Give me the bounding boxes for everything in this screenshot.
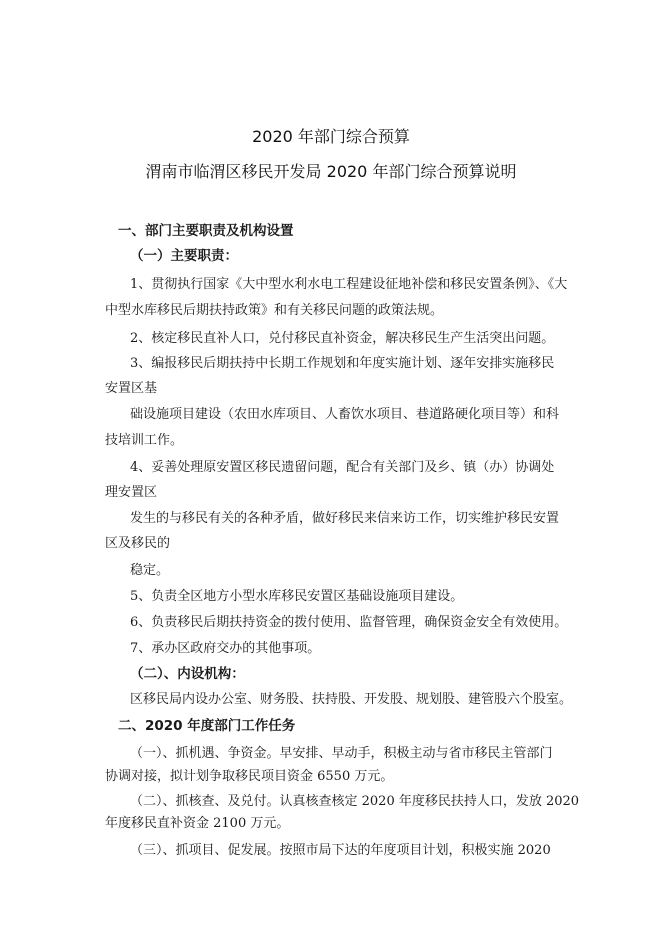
task-2-line-2: 年度移民直补资金 2100 万元。 xyxy=(105,816,290,831)
duty-5: 5、负责全区地方小型水库移民安置区基础设施项目建设。 xyxy=(130,589,464,604)
duty-4-line-4: 区及移民的 xyxy=(105,536,171,551)
task-3-line-1: （三）、抓项目、促发展。按照市局下达的年度项目计划，积极实施 2020 xyxy=(130,843,551,858)
task-2-line-1: （二）、抓核查、及兑付。认真核查核定 2020 年度移民扶持人口，发放 2020 xyxy=(130,794,580,809)
task-1-line-1: （一）、抓机遇、争资金。早安排、早动手，积极主动与省市移民主管部门 xyxy=(130,746,553,761)
duty-3-line-3: 础设施项目建设（农田水库项目、人畜饮水项目、巷道路硬化项目等）和科 xyxy=(130,407,560,422)
duty-4-line-5: 稳定。 xyxy=(130,563,170,578)
duty-3-line-4: 技培训工作。 xyxy=(105,433,184,448)
duty-3-line-1: 3、编报移民后期扶持中长期工作规划和年度实施计划、逐年安排实施移民 xyxy=(130,356,555,371)
duty-4-line-1: 4、妥善处理原安置区移民遗留问题，配合有关部门及乡、镇（办）协调处 xyxy=(130,460,555,475)
duty-4-line-2: 理安置区 xyxy=(105,485,158,500)
duty-2: 2、核定移民直补人口，兑付移民直补资金，解决移民生产生活突出问题。 xyxy=(130,331,555,346)
internal-units: 区移民局内设办公室、财务股、扶持股、开发股、规划股、建管股六个股室。 xyxy=(130,692,573,707)
duty-7: 7、承办区政府交办的其他事项。 xyxy=(130,641,321,656)
duty-1-line-1: 1、贯彻执行国家《大中型水利水电工程建设征地补偿和移民安置条例》、《大 xyxy=(130,277,568,292)
section-heading-1: 一、部门主要职责及机构设置 xyxy=(118,223,294,239)
duty-4-line-3: 发生的与移民有关的各种矛盾，做好移民来信来访工作，切实维护移民安置 xyxy=(130,511,560,526)
subsection-heading-units: （二）、内设机构： xyxy=(130,666,245,682)
document-title: 2020 年部门综合预算 xyxy=(252,127,410,146)
duty-6: 6、负责移民后期扶持资金的拨付使用、监督管理，确保资金安全有效使用。 xyxy=(130,615,568,630)
duty-3-line-2: 安置区基 xyxy=(105,381,158,396)
document-subtitle: 渭南市临渭区移民开发局 2020 年部门综合预算说明 xyxy=(145,162,517,181)
task-1-line-2: 协调对接，拟计划争取移民项目资金 6550 万元。 xyxy=(105,769,394,784)
duty-1-line-2: 中型水库移民后期扶持政策》和有关移民问题的政策法规。 xyxy=(105,303,444,318)
subsection-heading-duties: （一）主要职责： xyxy=(130,248,238,264)
section-heading-2: 二、2020 年度部门工作任务 xyxy=(118,718,296,734)
